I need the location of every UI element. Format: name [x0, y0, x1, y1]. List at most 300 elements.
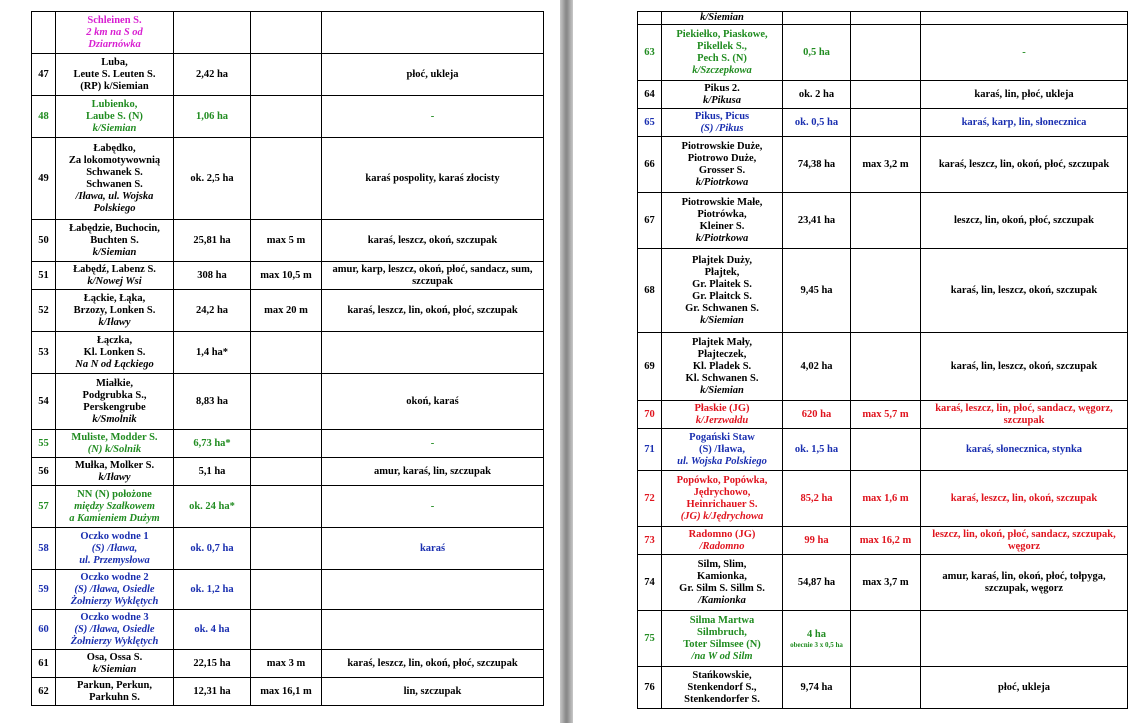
lake-name — [662, 333, 783, 401]
table-row — [32, 54, 544, 96]
lake-name — [56, 430, 174, 458]
lake-name-line: Podgrubka S., — [82, 389, 147, 401]
lake-name-line: Kamionka, — [697, 570, 747, 582]
lake-name — [662, 667, 783, 709]
lake-name-line: Żołnierzy Wyklętych — [70, 635, 159, 647]
lake-area-value: 6,73 ha* — [193, 437, 231, 449]
lake-name-line: k/Siemian — [92, 122, 137, 134]
lake-name — [56, 290, 174, 332]
lake-name-line: k/Siemian — [92, 663, 137, 675]
lake-depth: max 5,7 m — [851, 401, 921, 429]
lake-area-value: 4 ha — [807, 628, 826, 640]
lake-name-line: Płajtek, — [704, 266, 740, 278]
lake-name-line: Leute S. Leuten S. — [73, 68, 156, 80]
page-gutter — [560, 0, 573, 723]
lake-number: 60 — [32, 610, 56, 650]
lake-name-line: Łabędko, — [93, 142, 136, 154]
lake-number: 49 — [32, 138, 56, 220]
lake-name — [662, 555, 783, 611]
lake-name-line: Pikus 2. — [704, 82, 740, 94]
lake-name — [56, 650, 174, 678]
lake-number: 55 — [32, 430, 56, 458]
lake-area — [174, 220, 251, 262]
lake-name-line: Żołnierzy Wyklętych — [70, 595, 159, 607]
lake-area-value: 0,5 ha — [803, 46, 830, 58]
lake-area-value: ok. 1,5 ha — [794, 443, 839, 455]
lakes-table-left — [31, 11, 544, 706]
lake-name-line: /Radomno — [699, 540, 745, 552]
lake-name-line: k/Iławy — [98, 471, 131, 483]
lake-name-line: Heinrichauer S. — [686, 498, 758, 510]
lake-name — [662, 249, 783, 333]
lake-area-value: 9,74 ha — [800, 681, 833, 693]
lake-name-line: Silmbruch, — [697, 626, 747, 638]
lake-area — [174, 570, 251, 610]
lake-name — [662, 401, 783, 429]
lake-area-value: 85,2 ha — [800, 492, 833, 504]
table-row — [638, 555, 1128, 611]
lake-area-note: obecnie 3 x 0,5 ha — [790, 640, 843, 649]
lake-name-line: (S) /Iława, Osiedle — [74, 623, 155, 635]
right-page — [573, 0, 1145, 723]
lake-name-line: Brzozy, Lonken S. — [73, 304, 156, 316]
lake-depth — [851, 333, 921, 401]
lake-name-line: Płaskie (JG) — [694, 402, 750, 414]
lake-name — [56, 12, 174, 54]
lake-number — [638, 12, 662, 25]
lake-fish: płoć, ukleja — [322, 54, 544, 96]
lake-name-line: (S) /Pikus — [700, 122, 744, 134]
lake-depth — [251, 374, 322, 430]
lake-number: 66 — [638, 137, 662, 193]
lake-depth — [851, 193, 921, 249]
lake-name — [662, 527, 783, 555]
lake-fish: - — [322, 486, 544, 528]
lake-area — [174, 96, 251, 138]
table-row — [32, 528, 544, 570]
table-row — [32, 430, 544, 458]
lake-area — [174, 650, 251, 678]
lake-depth: max 3 m — [251, 650, 322, 678]
lake-name-line: Silma Martwa — [689, 614, 755, 626]
lake-name-line: Pikus, Picus — [694, 110, 750, 122]
table-row — [32, 96, 544, 138]
lake-depth: max 5 m — [251, 220, 322, 262]
lake-name-line: Stańkowskie, — [692, 669, 752, 681]
lake-name-line: Za lokomotywownią — [68, 154, 161, 166]
lake-name-line: Jędrychowo, — [693, 486, 751, 498]
table-row — [32, 374, 544, 430]
lake-area-value: 99 ha — [804, 534, 829, 546]
lake-name-line: Toter Silmsee (N) — [683, 638, 761, 650]
lake-area-value: ok. 4 ha — [194, 623, 230, 635]
lake-name-line: (N) k/Solnik — [87, 443, 142, 455]
lake-number: 56 — [32, 458, 56, 486]
lake-name-line: Kl. Lonken S. — [83, 346, 146, 358]
lake-area — [174, 528, 251, 570]
table-row — [638, 401, 1128, 429]
table-row — [32, 220, 544, 262]
lake-area-value: ok. 2 ha — [798, 88, 835, 100]
lake-fish: płoć, ukleja — [921, 667, 1128, 709]
lake-area — [783, 401, 851, 429]
lake-area — [174, 290, 251, 332]
lake-name-line: Gr. Silm S. Sillm S. — [679, 582, 765, 594]
lake-name-line: Parkun, Perkun, — [77, 679, 152, 691]
lake-name — [662, 137, 783, 193]
lake-name-line: NN (N) położone — [77, 488, 152, 500]
lake-name — [56, 678, 174, 706]
lake-area-value: ok. 0,7 ha — [190, 542, 234, 554]
lake-depth — [251, 570, 322, 610]
lake-name-line: /na W od Silm — [691, 650, 753, 662]
lake-name-line: Schwanek S. — [86, 166, 143, 178]
lake-name — [56, 528, 174, 570]
lake-fish: karaś, leszcz, lin, płoć, sandacz, węgorz, szczupak — [921, 401, 1128, 429]
lake-name-line: k/Siemian — [700, 314, 744, 326]
lake-number: 48 — [32, 96, 56, 138]
lake-name — [56, 374, 174, 430]
lake-number: 73 — [638, 527, 662, 555]
lake-name-line: Łąckie, Łąka, — [83, 292, 146, 304]
lake-name — [56, 486, 174, 528]
lake-depth: max 3,7 m — [851, 555, 921, 611]
lake-area — [174, 486, 251, 528]
lake-area — [174, 12, 251, 54]
lake-name-line: (RP) k/Siemian — [80, 80, 149, 92]
lake-area — [783, 137, 851, 193]
lake-depth — [851, 667, 921, 709]
lake-name-line: Popówko, Popówka, — [676, 474, 768, 486]
table-row — [32, 290, 544, 332]
lake-area — [174, 374, 251, 430]
lake-name-line: Laube S. (N) — [86, 110, 143, 122]
lake-area — [783, 12, 851, 25]
lake-depth — [251, 486, 322, 528]
lake-name-line: Plajtek Duży, — [691, 254, 753, 266]
lake-name — [56, 570, 174, 610]
lake-area — [174, 138, 251, 220]
lake-number: 50 — [32, 220, 56, 262]
lake-name-line: 2 km na S od — [86, 26, 143, 38]
lake-name-line: Miałkie, — [95, 377, 134, 389]
lake-depth — [851, 429, 921, 471]
lake-number: 71 — [638, 429, 662, 471]
lake-name-line: /Kamionka — [698, 594, 746, 606]
table-row — [638, 109, 1128, 137]
lake-name-line: k/Smolnik — [92, 413, 137, 425]
lake-name-line: Lubienko, — [91, 98, 138, 110]
lake-name-line: a Kamieniem Dużym — [69, 512, 160, 524]
lake-number: 64 — [638, 81, 662, 109]
lake-name-line: /Iława, ul. Wojska — [75, 190, 154, 202]
lake-area-value: 22,15 ha — [193, 657, 231, 669]
table-row — [638, 429, 1128, 471]
lake-name-line: k/Piotrkowa — [695, 176, 749, 188]
lake-name — [662, 611, 783, 667]
lake-name-line: Schwanen S. — [86, 178, 143, 190]
lake-name-line: (S) /Iława, — [698, 443, 746, 455]
table-row — [32, 678, 544, 706]
table-row — [638, 667, 1128, 709]
lake-depth: max 16,2 m — [851, 527, 921, 555]
lake-fish: karaś, słonecznica, stynka — [921, 429, 1128, 471]
lake-depth: max 1,6 m — [851, 471, 921, 527]
lake-name — [662, 471, 783, 527]
lake-fish: karaś, leszcz, lin, okoń, płoć, szczupak — [322, 650, 544, 678]
lake-name — [662, 81, 783, 109]
lake-area-value: ok. 24 ha* — [189, 500, 235, 512]
lake-fish — [322, 332, 544, 374]
lake-number: 75 — [638, 611, 662, 667]
lake-number: 57 — [32, 486, 56, 528]
lake-name-line: Pikellek S., — [697, 40, 747, 52]
lake-name-line: Parkuhn S. — [89, 691, 140, 703]
lake-depth — [851, 109, 921, 137]
lake-name-line: Stenkendorf S., — [687, 681, 757, 693]
lake-area — [783, 25, 851, 81]
lake-name-line: Łabędzie, Buchocin, — [69, 222, 160, 234]
lake-name-line: k/Piotrkowa — [695, 232, 749, 244]
lake-area-value: 5,1 ha — [198, 465, 226, 477]
lake-area — [174, 678, 251, 706]
lake-fish: karaś, leszcz, okoń, szczupak — [322, 220, 544, 262]
lake-name-line: k/Pikusa — [703, 94, 741, 106]
lake-depth: max 20 m — [251, 290, 322, 332]
lake-area-value: 24,2 ha — [195, 304, 229, 316]
lake-name-line: Łabędź, Labenz S. — [73, 263, 156, 275]
lake-depth — [851, 611, 921, 667]
table-row — [638, 81, 1128, 109]
lake-area-value: 8,83 ha — [195, 395, 229, 407]
lake-depth — [251, 528, 322, 570]
table-row — [32, 650, 544, 678]
lake-number: 70 — [638, 401, 662, 429]
lake-name — [56, 610, 174, 650]
lake-depth: max 16,1 m — [251, 678, 322, 706]
lake-depth — [251, 610, 322, 650]
lake-fish: karaś, lin, leszcz, okoń, szczupak — [921, 249, 1128, 333]
lake-area — [783, 193, 851, 249]
lake-name-line: k/Szczepkowa — [692, 64, 752, 76]
lake-name-line: k/Siemian — [700, 384, 744, 396]
lake-number: 53 — [32, 332, 56, 374]
lake-fish: karaś, lin, leszcz, okoń, szczupak — [921, 333, 1128, 401]
lake-name-line: Oczko wodne 2 — [80, 571, 149, 583]
lake-area — [783, 81, 851, 109]
lake-number: 69 — [638, 333, 662, 401]
lake-name — [662, 193, 783, 249]
lake-name-line: k/Iławy — [98, 316, 131, 328]
lake-name-line: Piotrowskie Małe, — [681, 196, 763, 208]
lake-number: 52 — [32, 290, 56, 332]
lake-area — [174, 262, 251, 290]
lake-name-line: Mułka, Molker S. — [74, 459, 155, 471]
left-page — [0, 0, 560, 723]
lake-area — [783, 471, 851, 527]
table-row — [32, 138, 544, 220]
lake-fish: amur, karp, leszcz, okoń, płoć, sandacz, sum, szczupak — [322, 262, 544, 290]
lake-fish: karaś, leszcz, lin, okoń, płoć, szczupak — [322, 290, 544, 332]
lake-fish: leszcz, lin, okoń, płoć, sandacz, szczupak, węgorz — [921, 527, 1128, 555]
lake-fish: - — [322, 430, 544, 458]
lake-area-value: 2,42 ha — [195, 68, 229, 80]
lake-fish: leszcz, lin, okoń, płoć, szczupak — [921, 193, 1128, 249]
lake-area-value: 23,41 ha — [797, 214, 836, 226]
table-row — [638, 471, 1128, 527]
lake-name-line: Polskiego — [93, 202, 136, 214]
lake-name — [56, 332, 174, 374]
lake-name — [662, 109, 783, 137]
lake-name-line: ul. Przemysłowa — [79, 554, 150, 566]
lake-depth — [251, 430, 322, 458]
lake-name-line: Gr. Schwanen S. — [685, 302, 759, 314]
lake-area-value: 74,38 ha — [797, 158, 836, 170]
lake-area-value: ok. 2,5 ha — [190, 172, 234, 184]
lake-area — [783, 527, 851, 555]
lake-depth: max 3,2 m — [851, 137, 921, 193]
lake-name-line: (S) /Iława, — [91, 542, 138, 554]
lake-name-line: Piekiełko, Piaskowe, — [676, 28, 768, 40]
lake-name-line: k/Jerzwałdu — [695, 414, 749, 426]
lake-number: 51 — [32, 262, 56, 290]
table-row — [638, 12, 1128, 25]
lake-name-line: Luba, — [101, 56, 128, 68]
lake-number: 58 — [32, 528, 56, 570]
lake-name — [662, 429, 783, 471]
lake-fish: - — [322, 96, 544, 138]
lake-name — [662, 25, 783, 81]
lake-fish — [921, 611, 1128, 667]
lake-depth — [251, 332, 322, 374]
lake-area — [783, 611, 851, 667]
lake-area — [783, 555, 851, 611]
lake-fish: karaś, leszcz, lin, okoń, płoć, szczupak — [921, 137, 1128, 193]
lake-name-line: ul. Wojska Polskiego — [677, 455, 767, 467]
lake-depth — [851, 12, 921, 25]
lake-number: 63 — [638, 25, 662, 81]
lake-number — [32, 12, 56, 54]
lake-depth — [251, 96, 322, 138]
lake-name-line: między Szałkowem — [74, 500, 155, 512]
lake-name-line: Stenkendorfer S. — [684, 693, 760, 705]
lake-name-line: Piotrówka, — [697, 208, 747, 220]
lake-name-line: Pech S. (N) — [697, 52, 747, 64]
lake-number: 61 — [32, 650, 56, 678]
lake-area-value: ok. 1,2 ha — [190, 583, 234, 595]
lake-name-line: (S) /Iława, Osiedle — [74, 583, 155, 595]
table-row — [638, 137, 1128, 193]
lake-area — [783, 667, 851, 709]
lake-fish: karaś, lin, płoć, ukleja — [921, 81, 1128, 109]
lake-name-line: Silm, Slim, — [697, 558, 747, 570]
lake-number: 62 — [32, 678, 56, 706]
table-row — [638, 25, 1128, 81]
lake-depth — [851, 81, 921, 109]
lake-fish — [921, 12, 1128, 25]
lake-number: 72 — [638, 471, 662, 527]
lake-area — [783, 249, 851, 333]
lake-number: 74 — [638, 555, 662, 611]
lake-name-line: Muliste, Modder S. — [71, 431, 158, 443]
lake-name-line: Na N od Łąckiego — [75, 358, 154, 370]
lake-number: 67 — [638, 193, 662, 249]
lake-area-value: 25,81 ha — [193, 234, 231, 246]
lake-number: 65 — [638, 109, 662, 137]
table-row — [638, 249, 1128, 333]
table-row — [32, 332, 544, 374]
lake-name-line: Dziarnówka — [88, 38, 141, 50]
table-row — [32, 570, 544, 610]
lake-fish: amur, karaś, lin, szczupak — [322, 458, 544, 486]
lake-depth — [251, 54, 322, 96]
lake-name-line: Oczko wodne 1 — [80, 530, 149, 542]
lakes-table-right — [637, 11, 1128, 709]
table-row — [32, 262, 544, 290]
lake-area — [174, 610, 251, 650]
lake-area — [783, 429, 851, 471]
lake-number: 59 — [32, 570, 56, 610]
lake-name — [56, 138, 174, 220]
lake-fish: - — [921, 25, 1128, 81]
lake-fish: karaś, karp, lin, słonecznica — [921, 109, 1128, 137]
table-row — [32, 458, 544, 486]
lake-name-line: Płajteczek, — [697, 348, 747, 360]
lake-fish: karaś pospolity, karaś złocisty — [322, 138, 544, 220]
table-row — [32, 610, 544, 650]
lake-name-line: Piotrowskie Duże, — [681, 140, 763, 152]
lake-fish: lin, szczupak — [322, 678, 544, 706]
lake-fish: amur, karaś, lin, okoń, płoć, tołpyga, szczupak, węgorz — [921, 555, 1128, 611]
lake-name — [662, 12, 783, 25]
lake-area-value: 1,4 ha* — [195, 346, 229, 358]
lake-name-line: Osa, Ossa S. — [86, 651, 143, 663]
lake-name-line: Plajtek Mały, — [691, 336, 753, 348]
lake-area — [174, 54, 251, 96]
lake-name — [56, 220, 174, 262]
lake-name — [56, 96, 174, 138]
lake-name-line: Gr. Plaitek S. — [692, 278, 752, 290]
lake-area-value: 12,31 ha — [193, 685, 231, 697]
lake-name-line: Oczko wodne 3 — [80, 611, 149, 623]
lake-depth — [251, 12, 322, 54]
lake-fish — [322, 570, 544, 610]
lake-area — [174, 332, 251, 374]
lake-fish — [322, 610, 544, 650]
lake-name-line: (JG) k/Jędrychowa — [680, 510, 764, 522]
lake-number: 76 — [638, 667, 662, 709]
lake-area-value: ok. 0,5 ha — [794, 116, 839, 128]
lake-fish: okoń, karaś — [322, 374, 544, 430]
table-row — [32, 486, 544, 528]
lake-number: 68 — [638, 249, 662, 333]
lake-name-line: Kl. Schwanen S. — [685, 372, 759, 384]
lake-name-line: Pogański Staw — [689, 431, 755, 443]
lake-name — [56, 262, 174, 290]
lake-area-value: 4,02 ha — [800, 360, 833, 372]
table-row — [638, 527, 1128, 555]
lake-area — [783, 333, 851, 401]
lake-depth — [851, 25, 921, 81]
lake-name-line: k/Nowej Wsi — [87, 275, 142, 287]
table-row — [638, 611, 1128, 667]
lake-name-line: Radomno (JG) — [688, 528, 756, 540]
lake-area — [174, 458, 251, 486]
lake-fish: karaś, leszcz, lin, okoń, szczupak — [921, 471, 1128, 527]
lake-depth — [851, 249, 921, 333]
lake-name-line: Buchten S. — [90, 234, 139, 246]
table-row — [638, 193, 1128, 249]
